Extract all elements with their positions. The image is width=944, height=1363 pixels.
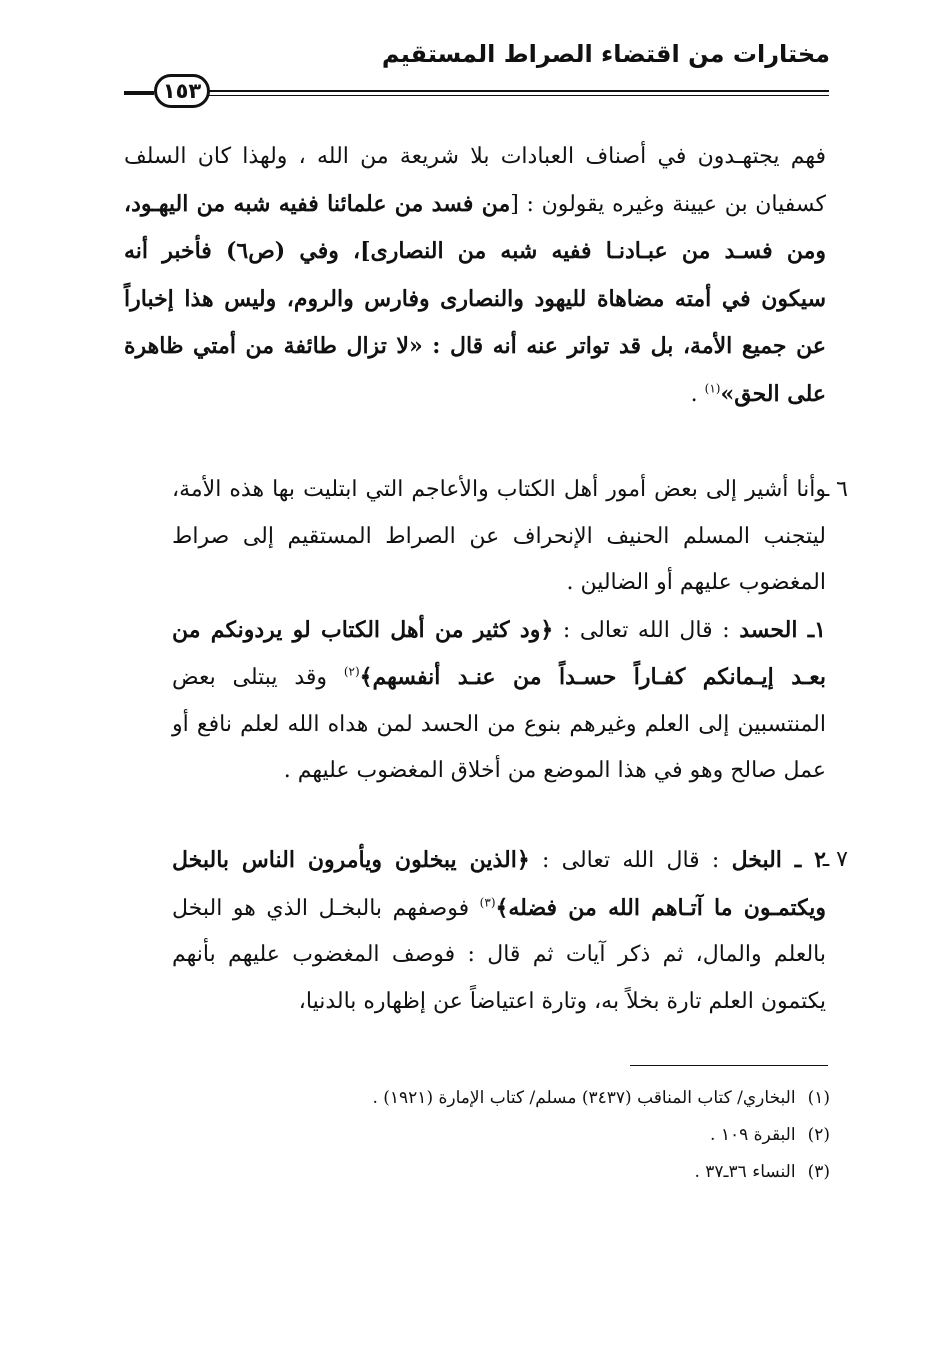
- footnote-2: [130, 1117, 830, 1154]
- hasad-intro: : قال الله تعالى :: [553, 617, 740, 643]
- hasad-label: ١ـ الحسد: [739, 616, 826, 643]
- intro-end: .: [690, 381, 705, 407]
- item-6-number: ٦ ـ: [822, 477, 848, 502]
- header-rule-stub: [124, 91, 154, 95]
- hasad-verse: ﴿ود كثير من أهل الكتاب لو يردونكم من بعـد إيـمانكم كفـاراً حسـداً من عنـد أنفسهم﴾: [172, 616, 826, 690]
- footnotes: [130, 1080, 830, 1191]
- footnote-text: البخاري/ كتاب المناقب (٣٤٣٧) مسلم/ كتاب الإمارة (١٩٢١) .: [372, 1088, 796, 1108]
- bukhl-rest: فوصفهم بالبخـل الذي هو البخل بالعلم والمال، ثم ذكر آيات ثم قال : فوصف المغضوب عليهم بأنهم يكتمون العلم تارة بخلاً به، وتارة اعتياضاً عن إظهاره بالدنيا،: [172, 895, 826, 1014]
- footnote-number: (٣): [807, 1162, 830, 1182]
- footnote-3: [130, 1154, 830, 1191]
- item-7-body: [172, 837, 826, 1025]
- footnote-ref-3: (٣): [479, 895, 496, 910]
- hasad-rest: وقد يبتلى بعض المنتسبين إلى العلم وغيرهم بنوع من الحسد لمن هداه الله لعلم نافع أو عمل صالح وهو في هذا الموضع من أخلاق المغضوب عليهم .: [172, 665, 826, 783]
- bukhl-verse: ﴿الذين يبخلون ويأمرون الناس بالبخل ويكتمـون ما آتـاهم الله من فضله﴾: [172, 847, 827, 921]
- footnote-number: (٢): [807, 1125, 830, 1145]
- item-6-body: [172, 467, 826, 795]
- footnote-number: (١): [807, 1088, 830, 1108]
- intro-text: فهم يجتهـدون في أصناف العبادات بلا شريعة من الله ، ولهذا كان السلف كسفيان بن عيينة وغيره يقولون : [: [124, 144, 826, 217]
- intro-bold-text: من فسد من علمائنا ففيه شبه من اليهـود، ومن فسـد من عبـادنـا ففيه شبه من النصارى]، وفي (ص٦) فأخبر أنه سيكون في أمته مضاهاة لليهود والنصارى وفارس والروم، وليس هذا إخباراً عن جميع الأمة، بل قد تواتر عنه أنه قال : «لا تزال طائفة من أمتي ظاهرة على الحق»: [124, 190, 826, 407]
- footnote-separator: [630, 1065, 828, 1066]
- running-header-title: مختارات من اقتضاء الصراط المستقيم: [381, 40, 830, 68]
- header-rule: [209, 90, 829, 96]
- bukhl-intro: : قال الله تعالى :: [529, 848, 732, 873]
- footnote-text: البقرة ١٠٩ .: [710, 1125, 796, 1145]
- hasad-paragraph: [172, 607, 826, 795]
- page-number: ١٥٣: [154, 74, 210, 108]
- footnote-ref-2: (٢): [343, 664, 360, 679]
- bukhl-label: ٢ ـ البخل: [731, 847, 826, 873]
- footnote-text: النساء ٣٦ـ٣٧ .: [694, 1162, 796, 1182]
- bukhl-paragraph: [172, 837, 826, 1025]
- footnote-1: [130, 1080, 830, 1117]
- item-7-number: ٧ ـ: [822, 847, 848, 872]
- item-6-text: وأنا أشير إلى بعض أمور أهل الكتاب والأعاجم التي ابتليت بها هذه الأمة، ليتجنب المسلم الحنيف الإنحراف عن الصراط المستقيم إلى صراط المغضوب عليهم أو الضالين .: [172, 477, 826, 595]
- footnote-ref-1: (١): [704, 381, 721, 396]
- intro-paragraph: [124, 134, 826, 418]
